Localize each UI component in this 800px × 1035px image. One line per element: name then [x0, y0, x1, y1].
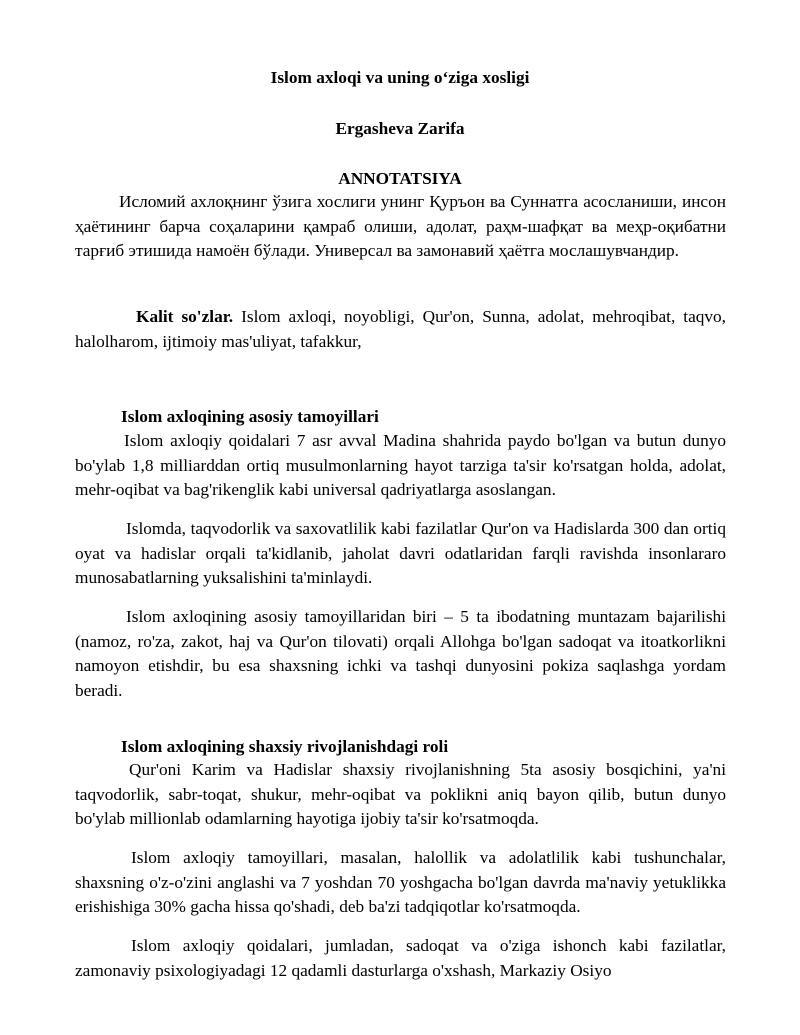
section-paragraph: Islomda, taqvodorlik va saxovatlilik kabi fazilatlar Qur'on va Hadislarda 300 dan ortiq oyat va hadislar orqali ta'kidlanib, jaholat davri odatlaridan farqli ravishda insonlararo munosabatlarning yuksalishini ta'minlaydi. [75, 519, 726, 587]
keywords-label: Kalit so'zlar. [136, 307, 234, 326]
keywords-paragraph [75, 305, 726, 354]
section-paragraph: Islom axloqiy qoidalari, jumladan, sadoqat va o'ziga ishonch kabi fazilatlar, zamonaviy psixologiyadagi 12 qadamli dasturlarga o'xshash, Markaziy Osiyo [75, 936, 726, 980]
annotation-heading: ANNOTATSIYA [338, 169, 462, 188]
section-heading: Islom axloqining asosiy tamoyillari [121, 407, 379, 426]
section-heading: Islom axloqining shaxsiy rivojlanishdagi roli [121, 737, 449, 756]
section-paragraph: Islom axloqiy qoidalari 7 asr avval Madina shahrida paydo bo'lgan va butun dunyo bo'ylab 1,8 milliarddan ortiq musulmonlarning hayot tarziga ta'sir ko'rsatgan holda, adolat, mehr-oqibat va bag'rikenglik kabi universal qadriyatlarga asoslangan. [75, 431, 726, 499]
keywords-text: Islom axloqi, noyobligi, Qur'on, Sunna, adolat, mehroqibat, taqvo, halolharom, ijtimoiy mas'uliyat, tafakkur, [75, 307, 727, 351]
annotation-paragraph: Исломий ахлоқнинг ўзига хослиги унинг Қуръон ва Суннатга асосланиши, инсон ҳаётининг барча соҳаларини қамраб олиши, адолат, раҳм-шафқат ва меҳр-оқибатни тарғиб этишида намоён бўлади. Универсал ва замонавий ҳаётга мослашувчандир. [75, 192, 726, 260]
section-paragraph: Qur'oni Karim va Hadislar shaxsiy rivojlanishning 5ta asosiy bosqichini, ya'ni taqvodorlik, sabr-toqat, shukur, mehr-oqibat va poklikni aniq bayon qilib, butun dunyo bo'ylab millionlab odamlarning hayotiga ijobiy ta'sir ko'rsatmoqda. [75, 760, 726, 828]
section-paragraph: Islom axloqiy tamoyillari, masalan, halollik va adolatlilik kabi tushunchalar, shaxsning o'z-o'zini anglashi va 7 yoshdan 70 yoshgacha bo'lgan davrda ma'naviy yetuklikka erishishiga 30% gacha hissa qo'shadi, deb ba'zi tadqiqotlar ko'rsatmoqda. [75, 848, 726, 916]
document-title: Islom axloqi va uning o‘ziga xosligi [270, 68, 530, 87]
section-paragraph: Islom axloqining asosiy tamoyillaridan biri – 5 ta ibodatning muntazam bajarilishi (namoz, ro'za, zakot, haj va Qur'on tilovati) orqali Allohga bo'lgan sadoqat va itoatkorlikni namoyon etishdir, bu esa shaxsning ichki va tashqi dunyosini pokiza saqlashga yordam beradi. [75, 607, 726, 700]
author-name: Ergasheva Zarifa [335, 119, 465, 138]
